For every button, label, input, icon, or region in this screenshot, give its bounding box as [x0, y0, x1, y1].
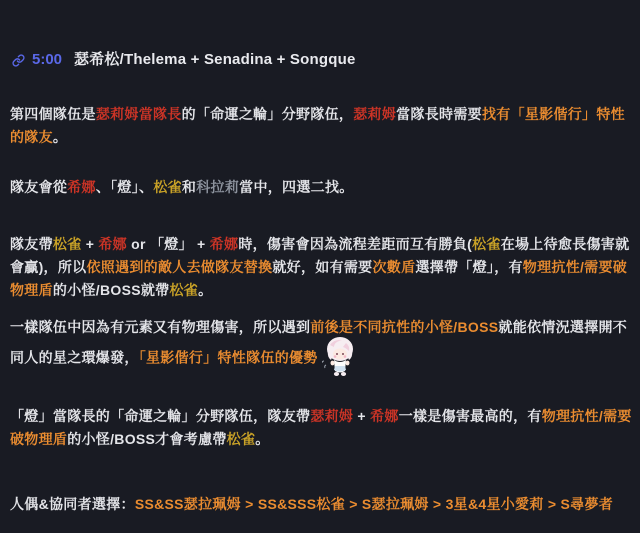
- text-segment: 「燈」當隊長的「命運之輪」分野隊伍，隊友帶: [10, 408, 311, 424]
- text-segment: 瑟莉姆當隊長: [95, 106, 182, 122]
- text-segment: 的小怪/BOSS就帶: [52, 282, 170, 298]
- text-segment: 隊友會從: [10, 179, 68, 195]
- paragraph-element-physical: [10, 316, 634, 379]
- text-segment: SS&SS瑟拉珮姆 > SS&SSS松雀 > S瑟拉珮姆 > 3星&4星小愛莉 > S尋夢者: [134, 496, 614, 512]
- text-segment: 在場上待愈長傷害就會贏)，所以: [10, 236, 630, 275]
- text-segment: 希娜: [370, 408, 399, 424]
- text-segment: 隊友帶: [10, 236, 53, 252]
- text-segment: 瑟莉姆: [310, 408, 354, 424]
- text-segment: 希娜: [98, 236, 127, 252]
- paragraph-lamp-leader: [10, 405, 634, 451]
- paragraph-damage-comparison: [10, 233, 634, 302]
- text-segment: 一樣是傷害最高的，有: [398, 408, 542, 424]
- paragraph-doll-priority: [10, 493, 634, 516]
- text-segment: 當中，四選二找。: [239, 179, 354, 195]
- text-segment: 找有「星影偕行」特性的隊友: [10, 106, 625, 145]
- text-segment: 第四個隊伍是: [10, 106, 96, 122]
- text-segment: 的「命運之輪」分野隊伍，: [181, 106, 354, 122]
- text-segment: 科拉莉: [196, 179, 240, 195]
- team-title: 瑟希松/Thelema + Senadina + Songque: [74, 51, 356, 68]
- text-segment: 當隊長時需要: [396, 106, 482, 122]
- text-segment: 。: [255, 431, 270, 447]
- text-segment: 希娜: [67, 179, 96, 195]
- message-header: [12, 50, 634, 70]
- text-segment: 次數盾: [372, 259, 416, 275]
- chain-link-icon[interactable]: [12, 54, 25, 67]
- text-segment: 時，傷害會因為流程差距而互有勝負(: [238, 236, 473, 252]
- text-segment: 希娜: [209, 236, 239, 252]
- text-segment: 。: [198, 282, 213, 298]
- text-segment: 、「燈」、: [95, 179, 154, 195]
- text-segment: +: [353, 408, 371, 424]
- text-segment: 「星影偕行」特性隊伍的優勢: [138, 349, 318, 366]
- text-segment: 瑟莉姆: [353, 106, 397, 122]
- text-segment: 依照遇到的敵人去做隊友替換: [86, 259, 273, 275]
- text-segment: 松雀: [169, 282, 199, 298]
- text-segment: 松雀: [52, 236, 82, 252]
- text-segment: 。: [52, 129, 68, 145]
- text-segment: 松雀: [153, 179, 182, 195]
- paragraph-teammate-pool: [10, 176, 634, 199]
- text-segment: 前後是不同抗性的小怪/BOSS: [310, 319, 499, 335]
- text-segment: 和: [181, 179, 197, 195]
- paragraph-team-intro: [10, 103, 634, 149]
- text-segment: 就能依情況選擇開不同人的星之環爆發，: [10, 319, 628, 366]
- text-segment: 松雀: [226, 431, 256, 447]
- text-segment: 就好，如有需要: [272, 259, 373, 275]
- text-segment: 物理抗性/需要破物理盾: [10, 259, 628, 298]
- text-segment: 選擇帶「燈」，有: [415, 259, 523, 275]
- text-segment: +: [81, 236, 99, 252]
- text-segment: 物理抗性/需要破物理盾: [10, 408, 632, 447]
- text-segment: 的小怪/BOSS才會考慮帶: [67, 431, 227, 447]
- chibi-character-sticker[interactable]: [322, 335, 356, 379]
- text-segment: or 「燈」 +: [126, 236, 210, 252]
- text-segment: 人偶&協同者選擇：: [10, 496, 135, 512]
- text-segment: 一樣隊伍中因為有元素又有物理傷害，所以遇到: [10, 319, 311, 335]
- timestamp-link[interactable]: 5:00: [32, 51, 63, 68]
- text-segment: 松雀: [472, 236, 501, 252]
